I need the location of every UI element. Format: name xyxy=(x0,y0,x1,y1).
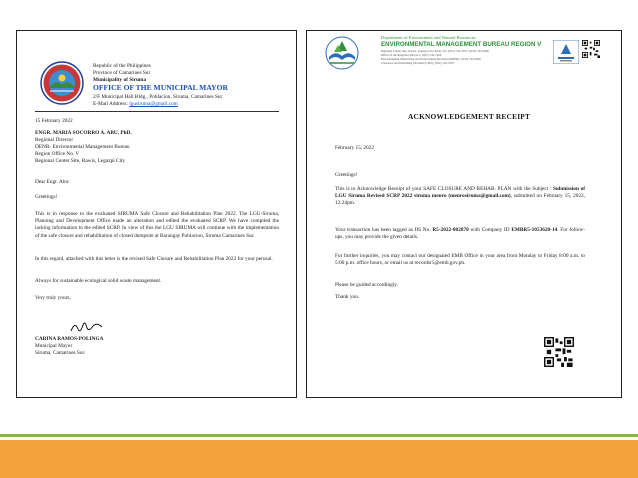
receipt-p2-end: . For follow-ups, you may provide the given details. xyxy=(335,227,585,241)
bureau-name: ENVIRONMENTAL MANAGEMENT BUREAU REGION V xyxy=(381,41,542,48)
email-label: E-Mail Address: xyxy=(93,101,128,107)
recipient-address: Regional Center Site, Rawis, Legazpi City xyxy=(35,158,126,164)
header-divider xyxy=(35,111,279,112)
header-fine-2: Office of the Regional Director | (052) 742-7266 xyxy=(381,53,442,57)
receipt-paragraph-1 xyxy=(335,186,585,208)
header-fine-1: Regional Center Site, Rawis, Legazpi City Albay Tel. (052) 742-4797 | (052) 742-6066 xyxy=(381,49,489,53)
header-fine-3: Environmental Monitoring and Enforcement Division (EMED) | (052) 742-6066 xyxy=(381,57,481,61)
greeting: Greetings! xyxy=(35,194,58,200)
body-paragraph-3: Always for sustainable ecological solid waste management. xyxy=(35,278,162,284)
receipt-date: February 15, 2022 xyxy=(335,145,374,151)
company-id: EMBR5-1053620-14 xyxy=(511,227,558,233)
receipt-p2-intro: Your transaction has been tagged as IIS No. xyxy=(335,227,433,233)
office-title: OFFICE OF THE MUNICIPAL MAYOR xyxy=(93,83,229,92)
recipient-title: Regional Director xyxy=(35,137,74,143)
signatory-name: CARINA RAMOS-POLINGA xyxy=(35,336,104,342)
footer-accent-bar xyxy=(0,440,638,478)
dept-name: Department of Environment and Natural Resources xyxy=(381,35,476,40)
office-address: 2/F Municipal Hall Bldg., Poblacion, Siruma, Camarines Sur xyxy=(93,94,223,100)
mayor-letter xyxy=(16,30,297,398)
footer-accent-line xyxy=(0,434,638,437)
mayor-signature xyxy=(69,319,105,335)
receipt-qr-code-icon xyxy=(544,337,574,367)
recipient-org: DENR- Environmental Management Bureau xyxy=(35,144,130,150)
receipt-paragraph-4: Please be guided accordingly. xyxy=(335,282,398,288)
certification-badge-icon xyxy=(553,40,579,64)
denr-logo-icon xyxy=(325,36,359,70)
body-paragraph-2: In this regard, attached with this letter is the revised Safe Closure and Rehabilitation Plan 2022 for your perusal. xyxy=(35,256,273,262)
letter-date: 15 February 2022 xyxy=(35,118,73,124)
header-fine-4: Clearance and Permitting Division (CPD) | (052) 742-4797 xyxy=(381,61,455,65)
signatory-title: Municipal Mayor xyxy=(35,343,73,349)
receipt-p1-end: , submitted on February 15, 2022, 12:24pm. xyxy=(335,193,585,207)
receipt-thank-you: Thank you. xyxy=(335,294,360,300)
receipt-title: ACKNOWLEDGEMENT RECEIPT xyxy=(408,112,531,121)
signatory-place: Siruma, Camarines Sur. xyxy=(35,350,86,356)
municipal-seal-icon xyxy=(40,61,84,105)
body-paragraph-1: This is in response to the evaluated SIRUMA Safe Closure and Rehabilitation Plan 2022. The LGU-Siruma, Planning and Development Office made an alteration and edited the evaluated SCRP. We have compiled the lacking information to the edited SCRP. In view of this the LGU SIRUMA will continue with the implementation of the safe closure and rehabilitation of closed dumpsite at Barangay Poblacion, Siruma Camarines Sur. xyxy=(35,211,279,239)
receipt-p1-intro: This is to Acknowledge Receipt of your SAFE CLOSURE AND REHAB. PLAN with the Subject : xyxy=(335,186,553,192)
header-line-province: Province of Camarines Sur xyxy=(93,70,151,76)
recipient-name: ENGR. MARIA SOCORRO A. ABU, PhD. xyxy=(35,130,132,136)
receipt-p2-mid: with Company ID xyxy=(468,227,512,233)
salutation: Dear Engr. Abu: xyxy=(35,179,70,185)
header-line-republic: Republic of the Philippines xyxy=(93,63,151,69)
receipt-paragraph-3: For further inquiries, you may contact our designated EMB Office in your area from Monday to Friday 8:00 a.m. to 5:00 p.m. office hours, or email us at recordsr5@emb.gov.ph. xyxy=(335,253,585,267)
receipt-paragraph-2 xyxy=(335,227,585,241)
emb-acknowledgement-receipt xyxy=(306,30,622,398)
header-line-municipality: Municipality of Siruma xyxy=(93,77,146,83)
iis-number: R5-2022-002870 xyxy=(432,227,469,233)
email-line xyxy=(93,102,178,107)
header-qr-code-icon xyxy=(582,40,600,58)
receipt-greeting: Greetings! xyxy=(335,172,358,178)
receipt-subject: Submission of LGU Siruma Revised SCRP 2022 siruma menro (menrosiruma@gmail.com) xyxy=(335,186,585,200)
email-link[interactable]: lgusiruma@gmail.com xyxy=(129,101,178,107)
closing: Very truly yours, xyxy=(35,295,71,301)
recipient-office: Region Office No. V xyxy=(35,151,80,157)
